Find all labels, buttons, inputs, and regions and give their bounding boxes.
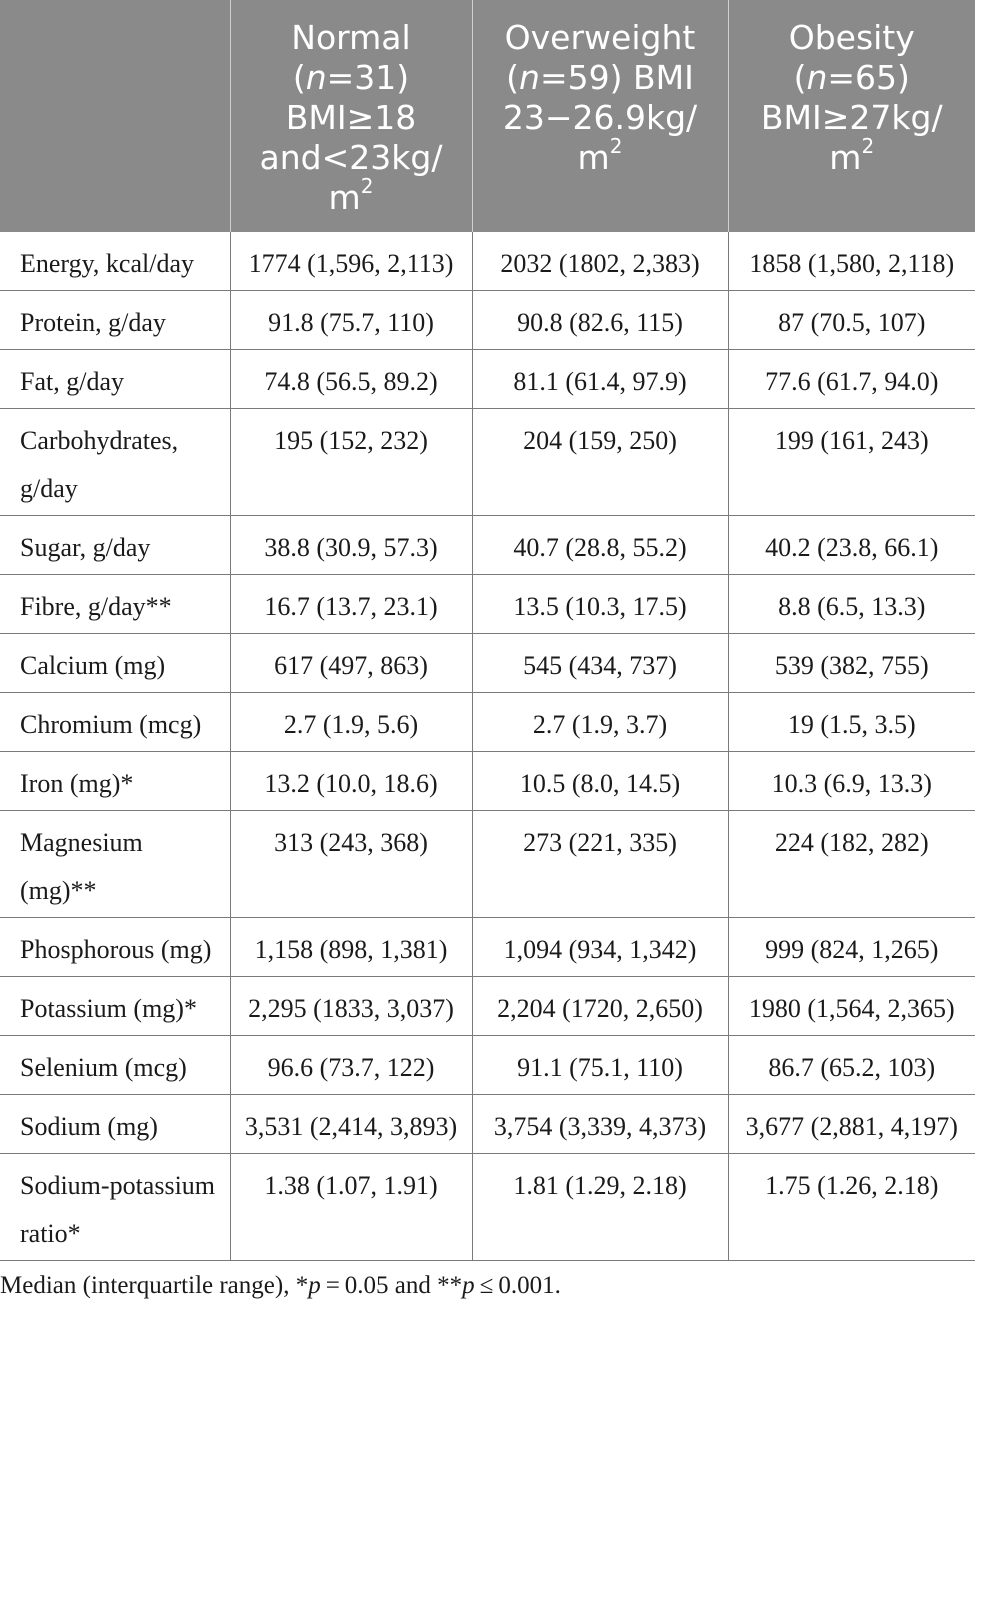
table-row [0, 409, 975, 516]
cell-normal: 617 (497, 863) [230, 634, 472, 693]
cell-normal: 2.7 (1.9, 5.6) [230, 693, 472, 752]
header-line: and<23kg/ [259, 138, 443, 177]
row-label: Calcium (mg) [0, 634, 230, 693]
cell-overweight: 91.1 (75.1, 110) [472, 1036, 728, 1095]
cell-overweight: 90.8 (82.6, 115) [472, 291, 728, 350]
cell-overweight: 204 (159, 250) [472, 409, 728, 516]
table-row [0, 1095, 975, 1154]
cell-obesity: 224 (182, 282) [728, 811, 975, 918]
table-row [0, 811, 975, 918]
cell-overweight: 1,094 (934, 1,342) [472, 918, 728, 977]
header-overweight [472, 0, 728, 232]
cell-overweight: 40.7 (28.8, 55.2) [472, 516, 728, 575]
row-label: Sodium-potassium ratio* [0, 1154, 230, 1261]
header-line: (n=31) [292, 58, 410, 97]
header-nutrient [0, 0, 230, 232]
cell-obesity: 199 (161, 243) [728, 409, 975, 516]
header-line: Overweight [504, 18, 696, 57]
header-line: (n=59) BMI [506, 58, 694, 97]
cell-overweight: 273 (221, 335) [472, 811, 728, 918]
header-obesity [728, 0, 975, 232]
table-row [0, 516, 975, 575]
cell-obesity: 999 (824, 1,265) [728, 918, 975, 977]
cell-overweight: 545 (434, 737) [472, 634, 728, 693]
row-label: Chromium (mcg) [0, 693, 230, 752]
cell-normal: 13.2 (10.0, 18.6) [230, 752, 472, 811]
cell-overweight: 13.5 (10.3, 17.5) [472, 575, 728, 634]
row-label: Potassium (mg)* [0, 977, 230, 1036]
row-label: Phosphorous (mg) [0, 918, 230, 977]
cell-obesity: 87 (70.5, 107) [728, 291, 975, 350]
cell-normal: 96.6 (73.7, 122) [230, 1036, 472, 1095]
cell-obesity: 1858 (1,580, 2,118) [728, 232, 975, 291]
cell-overweight: 3,754 (3,339, 4,373) [472, 1095, 728, 1154]
table-row [0, 693, 975, 752]
cell-normal: 2,295 (1833, 3,037) [230, 977, 472, 1036]
cell-obesity: 40.2 (23.8, 66.1) [728, 516, 975, 575]
header-line: $m^2$ [829, 134, 875, 177]
table-row [0, 232, 975, 291]
cell-overweight: 10.5 (8.0, 14.5) [472, 752, 728, 811]
cell-obesity: 19 (1.5, 3.5) [728, 693, 975, 752]
row-label: Iron (mg)* [0, 752, 230, 811]
cell-obesity: 77.6 (61.7, 94.0) [728, 350, 975, 409]
cell-obesity: 1980 (1,564, 2,365) [728, 977, 975, 1036]
table-row [0, 634, 975, 693]
header-row [0, 0, 975, 232]
cell-normal: 1.38 (1.07, 1.91) [230, 1154, 472, 1261]
table-body [0, 232, 975, 1261]
table-header [0, 0, 975, 232]
cell-obesity: 8.8 (6.5, 13.3) [728, 575, 975, 634]
row-label: Energy, kcal/day [0, 232, 230, 291]
cell-normal: 38.8 (30.9, 57.3) [230, 516, 472, 575]
cell-overweight: 2.7 (1.9, 3.7) [472, 693, 728, 752]
cell-normal: 91.8 (75.7, 110) [230, 291, 472, 350]
cell-normal: 1,158 (898, 1,381) [230, 918, 472, 977]
cell-normal: 3,531 (2,414, 3,893) [230, 1095, 472, 1154]
cell-overweight: 1.81 (1.29, 2.18) [472, 1154, 728, 1261]
table-row [0, 977, 975, 1036]
table-row [0, 1154, 975, 1261]
cell-obesity: 86.7 (65.2, 103) [728, 1036, 975, 1095]
cell-overweight: 2,204 (1720, 2,650) [472, 977, 728, 1036]
header-normal [230, 0, 472, 232]
table-footnote: Median (interquartile range), *p = 0.05 and **p ≤ 0.001. [0, 1272, 561, 1299]
cell-normal: 195 (152, 232) [230, 409, 472, 516]
cell-normal: 1774 (1,596, 2,113) [230, 232, 472, 291]
cell-overweight: 2032 (1802, 2,383) [472, 232, 728, 291]
header-line: $m^2$ [328, 174, 374, 217]
cell-normal: 16.7 (13.7, 23.1) [230, 575, 472, 634]
header-line: 23−26.9kg/ [502, 98, 698, 137]
cell-obesity: 1.75 (1.26, 2.18) [728, 1154, 975, 1261]
header-line: (n=65) [793, 58, 910, 97]
header-line: BMI≥27kg/ [760, 98, 943, 137]
table-row [0, 1036, 975, 1095]
header-line: $m^2$ [577, 134, 623, 177]
cell-normal: 74.8 (56.5, 89.2) [230, 350, 472, 409]
cell-obesity: 539 (382, 755) [728, 634, 975, 693]
cell-overweight: 81.1 (61.4, 97.9) [472, 350, 728, 409]
row-label: Magnesium (mg)** [0, 811, 230, 918]
header-line: Normal [291, 18, 411, 57]
header-line: BMI≥18 [285, 98, 417, 137]
table-row [0, 575, 975, 634]
row-label: Sodium (mg) [0, 1095, 230, 1154]
cell-normal: 313 (243, 368) [230, 811, 472, 918]
cell-obesity: 3,677 (2,881, 4,197) [728, 1095, 975, 1154]
row-label: Sugar, g/day [0, 516, 230, 575]
header-line: Obesity [788, 18, 915, 57]
cell-obesity: 10.3 (6.9, 13.3) [728, 752, 975, 811]
table-row [0, 291, 975, 350]
row-label: Fibre, g/day** [0, 575, 230, 634]
row-label: Fat, g/day [0, 350, 230, 409]
table-row [0, 918, 975, 977]
row-label: Carbohydrates, g/day [0, 409, 230, 516]
table-row [0, 752, 975, 811]
row-label: Protein, g/day [0, 291, 230, 350]
row-label: Selenium (mcg) [0, 1036, 230, 1095]
table-row [0, 350, 975, 409]
